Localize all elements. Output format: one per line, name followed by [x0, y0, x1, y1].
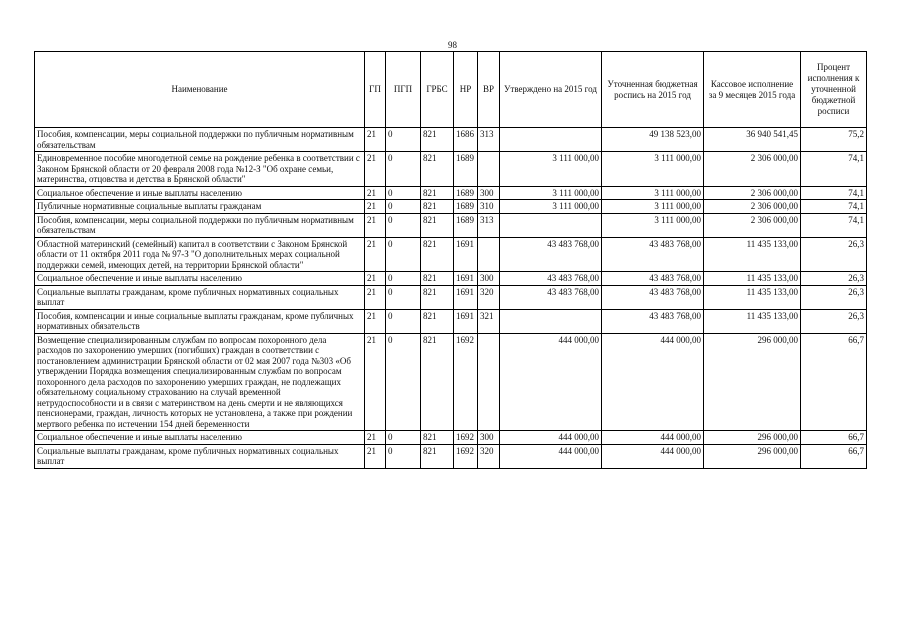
cell-percent: 26,3 [801, 272, 867, 286]
cell-vr: 320 [478, 285, 500, 309]
cell-name: Социальное обеспечение и иные выплаты населению [35, 186, 365, 200]
cell-name: Возмещение специализированным службам по вопросам похоронного дела расходов по захоронению умерших (погибших) граждан в соответствии с постановлением администрации Брянской области от 02 мая 2007 года №303 «Об утверждении Порядка возмещения специализированным службам по вопросам похоронного дела расходов по захоронению умерших граждан, не подлежащих обязательному социальному страхованию на случай временной нетрудоспособности и в связи с материнством на день смерти и не являющихся пенсионерами, граждан, личность которых не установлена, а также при рождении мертвого ребенка по истечении 154 дней беременности [35, 333, 365, 431]
cell-grbs: 821 [421, 186, 454, 200]
cell-grbs: 821 [421, 309, 454, 333]
cell-cash: 296 000,00 [704, 431, 801, 445]
cell-vr [478, 333, 500, 431]
header-grbs: ГРБС [421, 52, 454, 128]
table-row [35, 213, 867, 237]
cell-vr: 300 [478, 431, 500, 445]
cell-approved [500, 213, 602, 237]
cell-refined: 444 000,00 [602, 431, 704, 445]
cell-approved: 3 111 000,00 [500, 200, 602, 214]
cell-vr: 320 [478, 444, 500, 468]
cell-ppgp: 0 [386, 128, 421, 152]
header-vr: ВР [478, 52, 500, 128]
cell-percent: 74,1 [801, 200, 867, 214]
cell-grbs: 821 [421, 333, 454, 431]
header-percent: Процент исполнения к уточненной бюджетной росписи [801, 52, 867, 128]
cell-approved [500, 309, 602, 333]
cell-percent: 74,1 [801, 186, 867, 200]
header-gp: ГП [365, 52, 386, 128]
cell-refined: 444 000,00 [602, 444, 704, 468]
cell-gp: 21 [365, 272, 386, 286]
cell-nr: 1692 [454, 333, 478, 431]
cell-nr: 1689 [454, 213, 478, 237]
cell-vr [478, 237, 500, 272]
table-row [35, 309, 867, 333]
cell-cash: 2 306 000,00 [704, 152, 801, 187]
table-row [35, 152, 867, 187]
table-row [35, 186, 867, 200]
cell-refined: 3 111 000,00 [602, 200, 704, 214]
cell-gp: 21 [365, 200, 386, 214]
budget-table [34, 51, 867, 469]
cell-ppgp: 0 [386, 186, 421, 200]
cell-approved: 43 483 768,00 [500, 285, 602, 309]
cell-percent: 75,2 [801, 128, 867, 152]
header-approved: Утверждено на 2015 год [500, 52, 602, 128]
cell-nr: 1692 [454, 431, 478, 445]
table-row [35, 200, 867, 214]
cell-percent: 26,3 [801, 237, 867, 272]
cell-name: Пособия, компенсации и иные социальные выплаты гражданам, кроме публичных нормативных обязательств [35, 309, 365, 333]
header-name: Наименование [35, 52, 365, 128]
cell-grbs: 821 [421, 200, 454, 214]
cell-ppgp: 0 [386, 431, 421, 445]
cell-approved: 444 000,00 [500, 444, 602, 468]
table-row [35, 333, 867, 431]
cell-cash: 11 435 133,00 [704, 285, 801, 309]
cell-gp: 21 [365, 431, 386, 445]
cell-refined: 43 483 768,00 [602, 285, 704, 309]
cell-refined: 3 111 000,00 [602, 152, 704, 187]
cell-nr: 1691 [454, 309, 478, 333]
cell-gp: 21 [365, 213, 386, 237]
cell-grbs: 821 [421, 272, 454, 286]
cell-percent: 66,7 [801, 333, 867, 431]
header-nr: НР [454, 52, 478, 128]
cell-approved: 43 483 768,00 [500, 237, 602, 272]
cell-approved: 444 000,00 [500, 431, 602, 445]
cell-approved: 444 000,00 [500, 333, 602, 431]
cell-gp: 21 [365, 237, 386, 272]
cell-refined: 43 483 768,00 [602, 309, 704, 333]
cell-ppgp: 0 [386, 444, 421, 468]
cell-percent: 74,1 [801, 152, 867, 187]
cell-name: Пособия, компенсации, меры социальной поддержки по публичным нормативным обязательствам [35, 213, 365, 237]
cell-vr: 321 [478, 309, 500, 333]
table-row [35, 128, 867, 152]
page-number: 98 [448, 40, 457, 50]
table-row [35, 431, 867, 445]
cell-cash: 2 306 000,00 [704, 200, 801, 214]
cell-cash: 296 000,00 [704, 444, 801, 468]
cell-ppgp: 0 [386, 152, 421, 187]
cell-percent: 66,7 [801, 444, 867, 468]
cell-grbs: 821 [421, 237, 454, 272]
cell-approved [500, 128, 602, 152]
cell-nr: 1689 [454, 152, 478, 187]
cell-gp: 21 [365, 285, 386, 309]
header-row [35, 52, 867, 128]
table-row [35, 237, 867, 272]
cell-cash: 2 306 000,00 [704, 186, 801, 200]
cell-grbs: 821 [421, 431, 454, 445]
table-row [35, 444, 867, 468]
cell-approved: 43 483 768,00 [500, 272, 602, 286]
cell-nr: 1691 [454, 285, 478, 309]
cell-percent: 26,3 [801, 309, 867, 333]
cell-gp: 21 [365, 333, 386, 431]
cell-vr: 313 [478, 128, 500, 152]
cell-approved: 3 111 000,00 [500, 186, 602, 200]
cell-percent: 74,1 [801, 213, 867, 237]
cell-ppgp: 0 [386, 285, 421, 309]
cell-name: Единовременное пособие многодетной семье на рождение ребенка в соответствии с Законом Брянской области от 20 февраля 2008 года №12-З "Об охране семьи, материнства, отцовства и детства в Брянской области" [35, 152, 365, 187]
cell-approved: 3 111 000,00 [500, 152, 602, 187]
cell-cash: 11 435 133,00 [704, 237, 801, 272]
cell-refined: 3 111 000,00 [602, 186, 704, 200]
cell-nr: 1686 [454, 128, 478, 152]
cell-refined: 43 483 768,00 [602, 272, 704, 286]
cell-vr: 300 [478, 272, 500, 286]
cell-vr [478, 152, 500, 187]
cell-refined: 49 138 523,00 [602, 128, 704, 152]
cell-name: Областной материнский (семейный) капитал в соответствии с Законом Брянской области от 11 октября 2011 года № 97-З "О дополнительных мерах социальной поддержки семей, имеющих детей, на территории Брянской области" [35, 237, 365, 272]
cell-name: Социальное обеспечение и иные выплаты населению [35, 272, 365, 286]
cell-percent: 26,3 [801, 285, 867, 309]
cell-refined: 3 111 000,00 [602, 213, 704, 237]
cell-gp: 21 [365, 152, 386, 187]
cell-ppgp: 0 [386, 333, 421, 431]
cell-name: Социальные выплаты гражданам, кроме публичных нормативных социальных выплат [35, 285, 365, 309]
cell-grbs: 821 [421, 152, 454, 187]
cell-nr: 1692 [454, 444, 478, 468]
cell-nr: 1689 [454, 200, 478, 214]
cell-ppgp: 0 [386, 309, 421, 333]
cell-vr: 313 [478, 213, 500, 237]
cell-ppgp: 0 [386, 237, 421, 272]
cell-vr: 310 [478, 200, 500, 214]
cell-cash: 36 940 541,45 [704, 128, 801, 152]
cell-ppgp: 0 [386, 213, 421, 237]
cell-gp: 21 [365, 444, 386, 468]
cell-cash: 11 435 133,00 [704, 309, 801, 333]
cell-name: Социальное обеспечение и иные выплаты населению [35, 431, 365, 445]
header-ppgp: ПГП [386, 52, 421, 128]
cell-percent: 66,7 [801, 431, 867, 445]
cell-refined: 444 000,00 [602, 333, 704, 431]
cell-gp: 21 [365, 128, 386, 152]
cell-cash: 296 000,00 [704, 333, 801, 431]
cell-gp: 21 [365, 186, 386, 200]
cell-ppgp: 0 [386, 272, 421, 286]
header-cash: Кассовое исполнение за 9 месяцев 2015 года [704, 52, 801, 128]
cell-grbs: 821 [421, 128, 454, 152]
cell-cash: 2 306 000,00 [704, 213, 801, 237]
cell-ppgp: 0 [386, 200, 421, 214]
cell-vr: 300 [478, 186, 500, 200]
header-refined: Уточненная бюджетная роспись на 2015 год [602, 52, 704, 128]
cell-grbs: 821 [421, 213, 454, 237]
cell-name: Пособия, компенсации, меры социальной поддержки по публичным нормативным обязательствам [35, 128, 365, 152]
cell-nr: 1691 [454, 237, 478, 272]
cell-gp: 21 [365, 309, 386, 333]
cell-cash: 11 435 133,00 [704, 272, 801, 286]
cell-grbs: 821 [421, 444, 454, 468]
table-row [35, 285, 867, 309]
cell-grbs: 821 [421, 285, 454, 309]
cell-name: Социальные выплаты гражданам, кроме публичных нормативных социальных выплат [35, 444, 365, 468]
table-row [35, 272, 867, 286]
cell-nr: 1689 [454, 186, 478, 200]
cell-refined: 43 483 768,00 [602, 237, 704, 272]
cell-name: Публичные нормативные социальные выплаты гражданам [35, 200, 365, 214]
cell-nr: 1691 [454, 272, 478, 286]
